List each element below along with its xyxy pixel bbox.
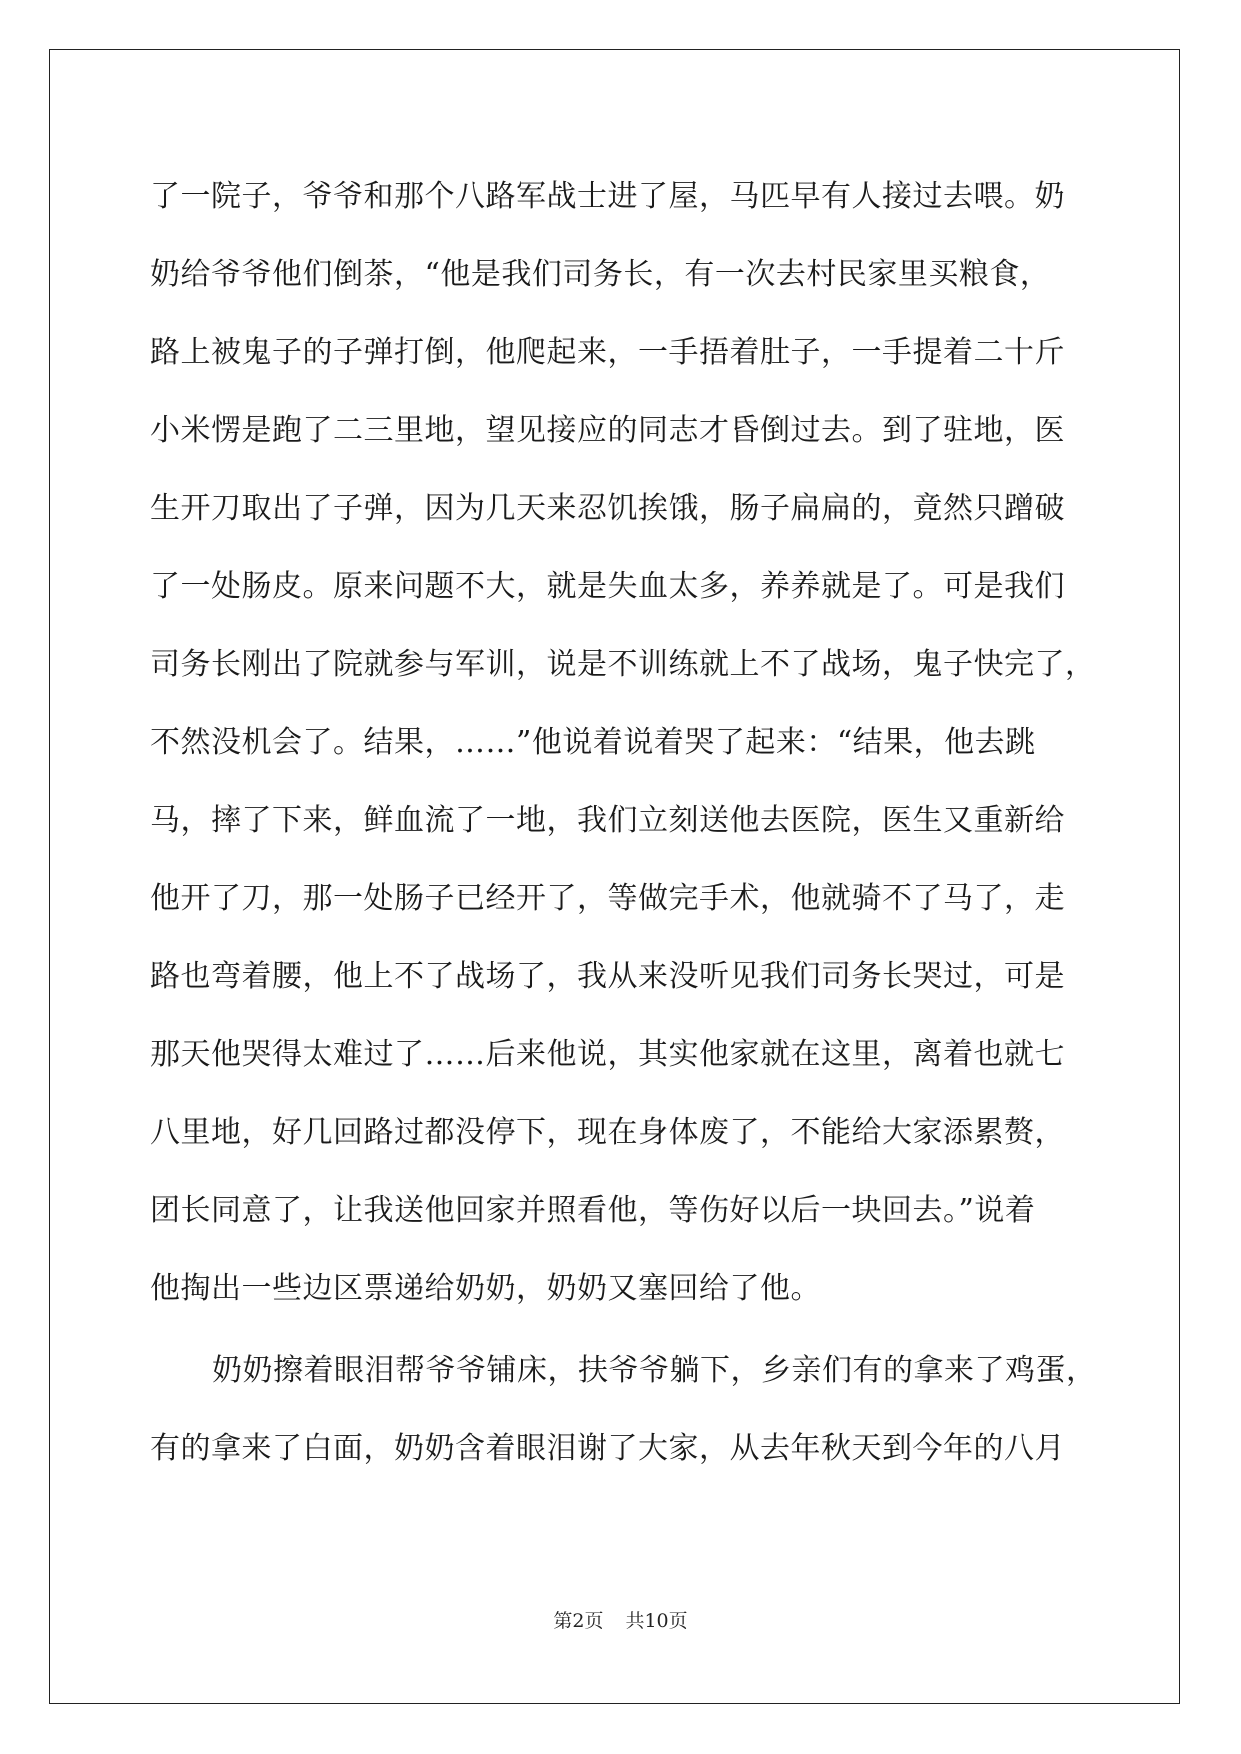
text-line-7: 司务长刚出了院就参与军训，说是不训练就上不了战场，鬼子快完了， (150, 647, 1096, 682)
text-line-8: 不然没机会了。结果，……”他说着说着哭了起来：“结果，他去跳 (150, 725, 1036, 760)
text-line-11: 路也弯着腰，他上不了战场了，我从来没听见我们司务长哭过，可是 (150, 959, 1065, 994)
text-line-12: 那天他哭得太难过了……后来他说，其实他家就在这里，离着也就七 (150, 1037, 1065, 1072)
text-line-13: 八里地，好几回路过都没停下，现在身体废了，不能给大家添累赘， (150, 1115, 1065, 1150)
text-line-17: 有的拿来了白面，奶奶含着眼泪谢了大家，从去年秋天到今年的八月 (150, 1431, 1065, 1466)
text-line-9: 马，摔了下来，鲜血流了一地，我们立刻送他去医院，医生又重新给 (150, 803, 1065, 838)
text-line-4: 小米愣是跑了二三里地，望见接应的同志才昏倒过去。到了驻地，医 (150, 413, 1065, 448)
page-number: 第2页 (553, 1610, 604, 1632)
text-line-10: 他开了刀，那一处肠子已经开了，等做完手术，他就骑不了马了，走 (150, 881, 1065, 916)
text-line-3: 路上被鬼子的子弹打倒，他爬起来，一手捂着肚子，一手提着二十斤 (150, 335, 1065, 370)
document-body (150, 158, 1097, 1488)
text-line-6: 了一处肠皮。原来问题不大，就是失血太多，养养就是了。可是我们 (150, 569, 1065, 604)
text-line-5: 生开刀取出了子弹，因为几天来忍饥挨饿，肠子扁扁的，竟然只蹭破 (150, 491, 1065, 526)
text-line-14: 团长同意了，让我送他回家并照看他，等伤好以后一块回去。”说着 (150, 1193, 1036, 1228)
text-line-2: 奶给爷爷他们倒茶，“他是我们司务长，有一次去村民家里买粮食， (150, 257, 1051, 292)
page-footer (0, 1606, 1241, 1633)
page-total: 共10页 (625, 1610, 688, 1632)
text-line-16: 奶奶擦着眼泪帮爷爷铺床，扶爷爷躺下，乡亲们有的拿来了鸡蛋， (212, 1353, 1097, 1388)
text-line-1: 了一院子，爷爷和那个八路军战士进了屋，马匹早有人接过去喂。奶 (150, 179, 1065, 214)
text-line-15: 他掏出一些边区票递给奶奶，奶奶又塞回给了他。 (150, 1271, 821, 1306)
